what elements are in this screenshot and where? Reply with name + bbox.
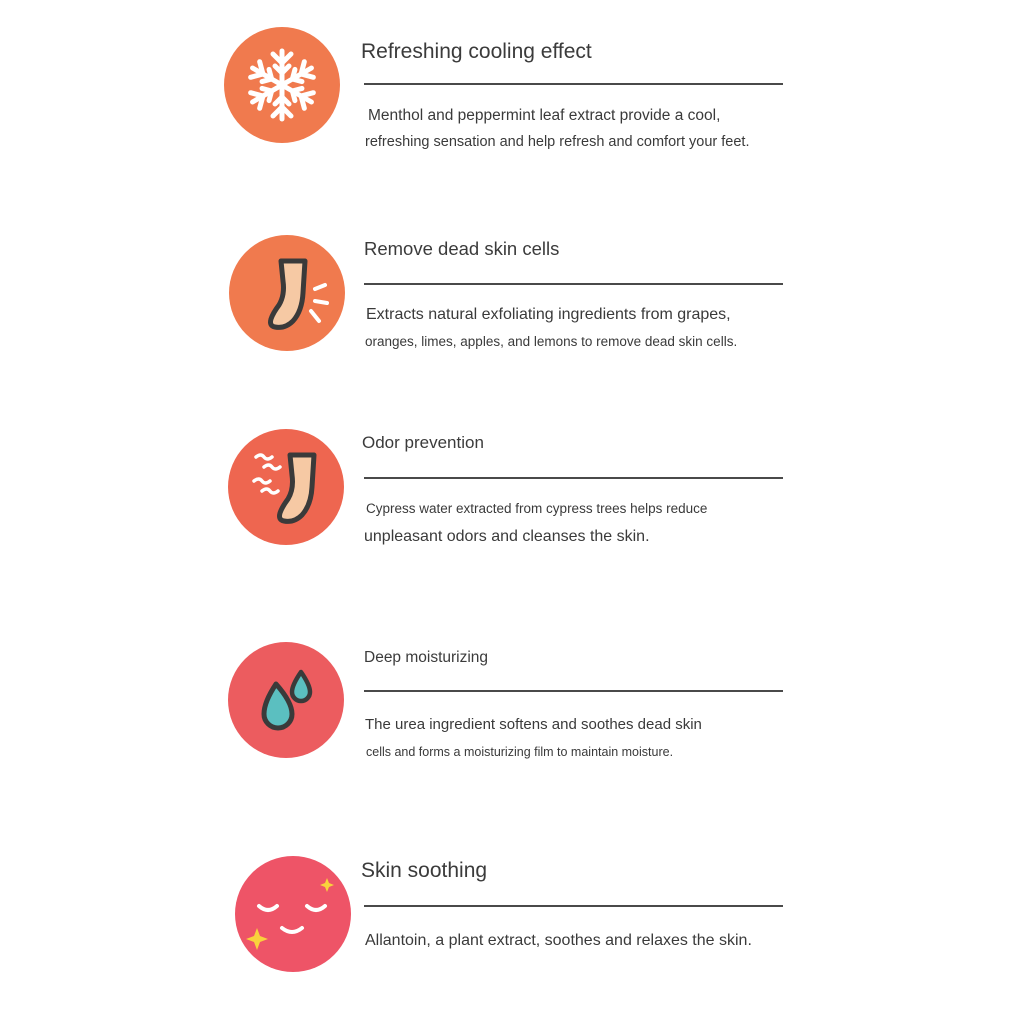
feature-title: Refreshing cooling effect [361,40,592,63]
feature-title: Skin soothing [361,859,488,882]
odor-badge [228,429,344,545]
feature-description-line: Allantoin, a plant extract, soothes and relaxes the skin. [365,932,752,949]
divider [364,905,783,907]
feature-description-line: oranges, limes, apples, and lemons to remove dead skin cells. [365,334,738,349]
feature-moisturizing [0,600,1024,800]
water-drops-icon [228,642,344,758]
feature-odor [0,400,1024,600]
feature-description-line: Extracts natural exfoliating ingredients from grapes, [366,306,731,323]
feature-cooling [0,0,1024,200]
divider [364,690,783,692]
feature-soothing [0,800,1024,1024]
cooling-badge [224,27,340,143]
exfoliation-badge [229,235,345,351]
feature-description-line: unpleasant odors and cleanses the skin. [364,528,650,545]
divider [364,83,783,85]
foot-odor-icon [228,429,344,545]
feature-description-line: refreshing sensation and help refresh and comfort your feet. [365,134,750,150]
snowflake-icon [224,27,340,143]
feature-description-line: The urea ingredient softens and soothes dead skin [365,716,702,733]
feature-description-line: cells and forms a moisturizing film to maintain moisture. [366,745,674,759]
divider [364,283,783,285]
foot-exfoliation-icon [229,235,345,351]
smiling-face-icon [235,856,351,972]
feature-title: Deep moisturizing [364,649,489,666]
soothing-badge [235,856,351,972]
divider [364,477,783,479]
moisturizing-badge [228,642,344,758]
feature-title: Remove dead skin cells [364,238,560,259]
feature-description-line: Cypress water extracted from cypress trees helps reduce [366,501,708,516]
feature-description-line: Menthol and peppermint leaf extract provide a cool, [368,107,721,124]
feature-exfoliation [0,200,1024,400]
feature-title: Odor prevention [362,433,484,452]
